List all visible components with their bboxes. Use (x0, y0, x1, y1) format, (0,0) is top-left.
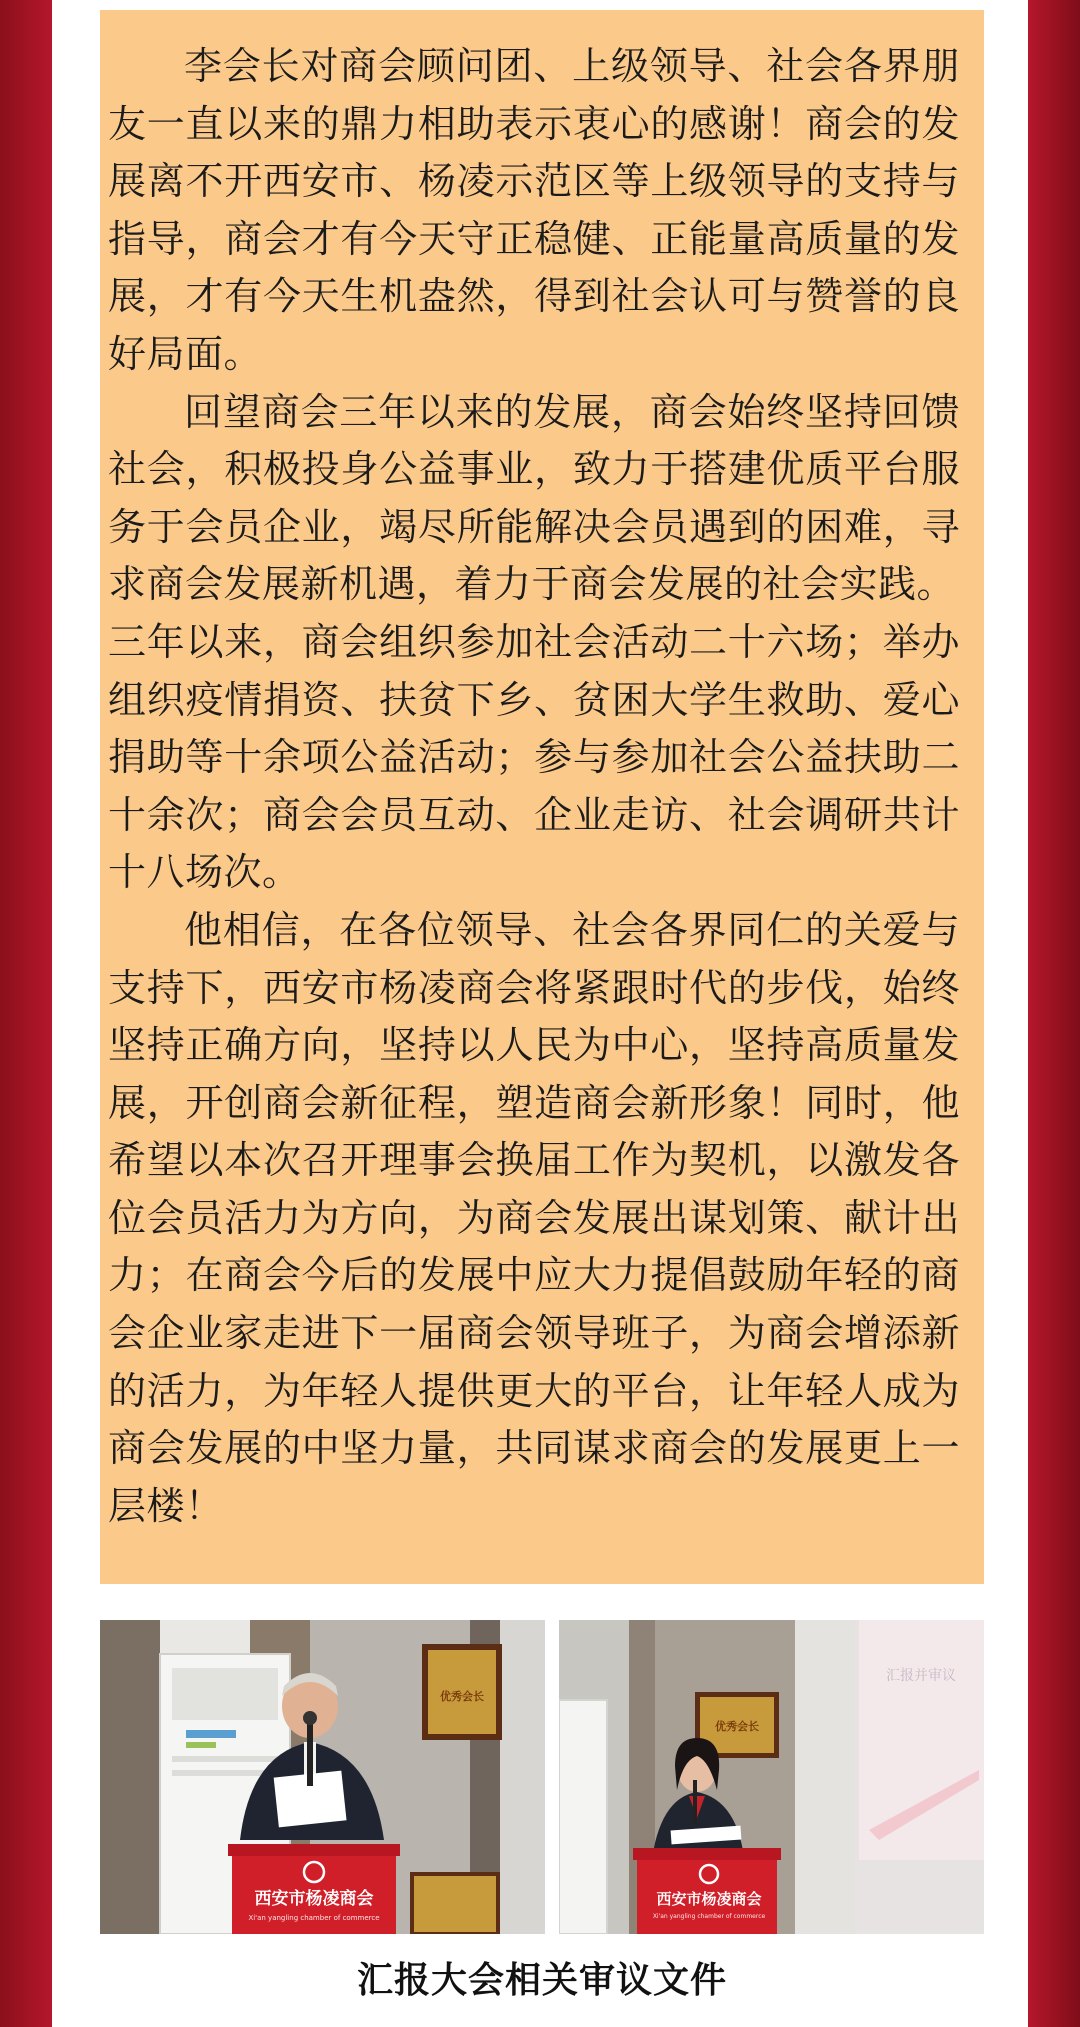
lectern-subtitle-left: Xi'an yangling chamber of commerce (248, 1914, 380, 1922)
screen-text: 汇报并审议 (886, 1668, 956, 1684)
lectern-title-left: 西安市杨凌商会 (254, 1889, 374, 1909)
lectern-subtitle-right: Xi'an yangling chamber of commerce (652, 1913, 766, 1920)
plaque-text-right: 优秀会长 (715, 1720, 759, 1733)
photo-row (100, 1620, 984, 1934)
lectern-title-right: 西安市杨凌商会 (656, 1890, 762, 1908)
article-text-box (100, 10, 984, 1584)
paragraph-review: 回望商会三年以来的发展，商会始终坚持回馈社会，积极投身公益事业，致力于搭建优质平台服务于会员企业，竭尽所能解决会员遇到的困难，寻求商会发展新机遇，着力于商会发展的社会实践。 (108, 389, 960, 607)
paragraph-thanks: 李会长对商会顾问团、上级领导、社会各界朋友一直以来的鼎力相助表示衷心的感谢！商会的发展离不开西安市、杨凌示范区等上级领导的支持与指导，商会才有今天守正稳健、正能量高质量的发展，才有今天生机盎然，得到社会认可与赞誉的良好局面。 (108, 44, 960, 376)
photo-male-speaker[interactable] (100, 1620, 545, 1934)
photo-caption: 汇报大会相关审议文件 (356, 1960, 727, 2001)
paragraph-activities: 三年以来，商会组织参加社会活动二十六场；举办组织疫情捐资、扶贫下乡、贫困大学生救助、爱心捐助等十余项公益活动；参与参加社会公益扶助二十余次；商会会员互动、企业走访、社会调研共计十八场次。 (108, 619, 960, 895)
plaque-text-left: 优秀会长 (440, 1690, 484, 1703)
photo-female-speaker[interactable] (559, 1620, 984, 1934)
paragraph-outlook: 他相信，在各位领导、社会各界同仁的关爱与支持下，西安市杨凌商会将紧跟时代的步伐，始终坚持正确方向，坚持以人民为中心，坚持高质量发展，开创商会新征程，塑造商会新形象！同时，他希望以本次召开理事会换届工作为契机，以激发各位会员活力为方向，为商会发展出谋划策、献计出力；在商会今后的发展中应大力提倡鼓励年轻的商会企业家走进下一届商会领导班子，为商会增添新的活力，为年轻人提供更大的平台，让年轻人成为商会发展的中坚力量，共同谋求商会的发展更上一层楼！ (108, 907, 960, 1528)
